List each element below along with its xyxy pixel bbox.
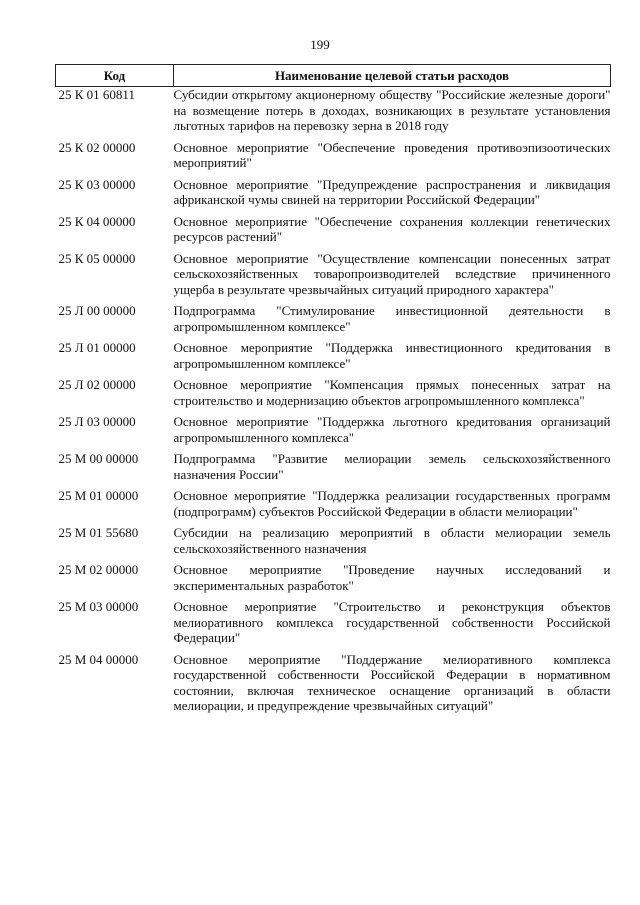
row-name: Подпрограмма "Развитие мелиорации земель сельскохозяйственного назначения России" (173, 451, 611, 482)
table-row (56, 414, 611, 451)
table-row (56, 562, 611, 599)
row-code: 25 М 01 00000 (58, 488, 139, 503)
row-name: Основное мероприятие "Предупреждение распространения и ликвидация африканской чумы свиней на территории Российской Федерации" (173, 176, 611, 207)
row-code: 25 К 01 60811 (58, 87, 135, 102)
table-row (56, 251, 611, 304)
table-body (56, 87, 611, 720)
budget-classification-table (55, 64, 611, 720)
row-code: 25 М 03 00000 (58, 599, 139, 614)
row-code: 25 К 04 00000 (58, 213, 136, 229)
row-name: Основное мероприятие "Поддержка реализации государственных программ (подпрограмм) субъектов Российской Федерации в области мелиорации" (173, 488, 611, 519)
row-code: 25 Л 01 00000 (58, 340, 136, 355)
row-name: Основное мероприятие "Осуществление компенсации понесенных затрат сельскохозяйственных товаропроизводителей вследствие причиненного ущерба в результате чрезвычайных ситуаций природного характера" (173, 250, 611, 297)
row-name: Основное мероприятие "Проведение научных исследований и экспериментальных разработок" (173, 562, 611, 593)
row-name: Основное мероприятие "Поддержка инвестиционного кредитования в агропромышленном комплексе" (173, 340, 611, 371)
table-row (56, 177, 611, 214)
row-code: 25 Л 03 00000 (58, 414, 136, 429)
row-code: 25 М 04 00000 (58, 651, 139, 667)
table-row (56, 87, 611, 140)
row-name: Основное мероприятие "Строительство и реконструкция объектов мелиоративного комплекса государственной собственности Российской Федерации" (173, 599, 611, 645)
row-name: Субсидии на реализацию мероприятий в области мелиорации земель сельскохозяйственного назначения (173, 525, 611, 556)
row-code: 25 Л 02 00000 (58, 377, 136, 392)
row-name: Основное мероприятие "Компенсация прямых понесенных затрат на строительство и модернизацию объектов агропромышленного комплекса" (173, 377, 611, 408)
row-code: 25 К 02 00000 (58, 139, 136, 155)
table-row (56, 488, 611, 525)
header-name: Наименование целевой статьи расходов (174, 65, 611, 87)
table-header-row (56, 65, 611, 87)
row-name: Подпрограмма "Стимулирование инвестиционной деятельности в агропромышленном комплексе" (173, 303, 611, 334)
row-name: Субсидии открытому акционерному обществу "Российские железные дороги" на возмещение потерь в доходах, возникающих в результате установления льготных тарифов на перевозку зерна в 2018 году (173, 87, 611, 133)
row-name: Основное мероприятие "Поддержание мелиоративного комплекса государственной собственности Российской Федерации в нормативном состоянии, включая техническое оснащение организаций в области мелиорации, и предупреждение чрезвычайных ситуаций" (173, 651, 611, 713)
table-row (56, 377, 611, 414)
table-row (56, 140, 611, 177)
header-code: Код (56, 65, 174, 87)
row-code: 25 М 01 55680 (58, 525, 139, 540)
table-row (56, 599, 611, 652)
table-row (56, 214, 611, 251)
row-code: 25 Л 00 00000 (58, 303, 136, 318)
row-name: Основное мероприятие "Обеспечение сохранения коллекции генетических ресурсов растений" (173, 213, 611, 244)
row-name: Основное мероприятие "Обеспечение проведения противоэпизоотических мероприятий" (173, 139, 611, 170)
row-code: 25 М 00 00000 (58, 451, 139, 466)
page-number: 199 (310, 37, 330, 52)
table-row (56, 451, 611, 488)
table-row (56, 525, 611, 562)
row-code: 25 К 03 00000 (58, 176, 136, 192)
table-row (56, 340, 611, 377)
row-name: Основное мероприятие "Поддержка льготного кредитования организаций агропромышленного комплекса" (173, 414, 611, 445)
row-code: 25 М 02 00000 (58, 562, 139, 577)
table-row (56, 652, 611, 720)
row-code: 25 К 05 00000 (58, 250, 136, 266)
table-row (56, 303, 611, 340)
